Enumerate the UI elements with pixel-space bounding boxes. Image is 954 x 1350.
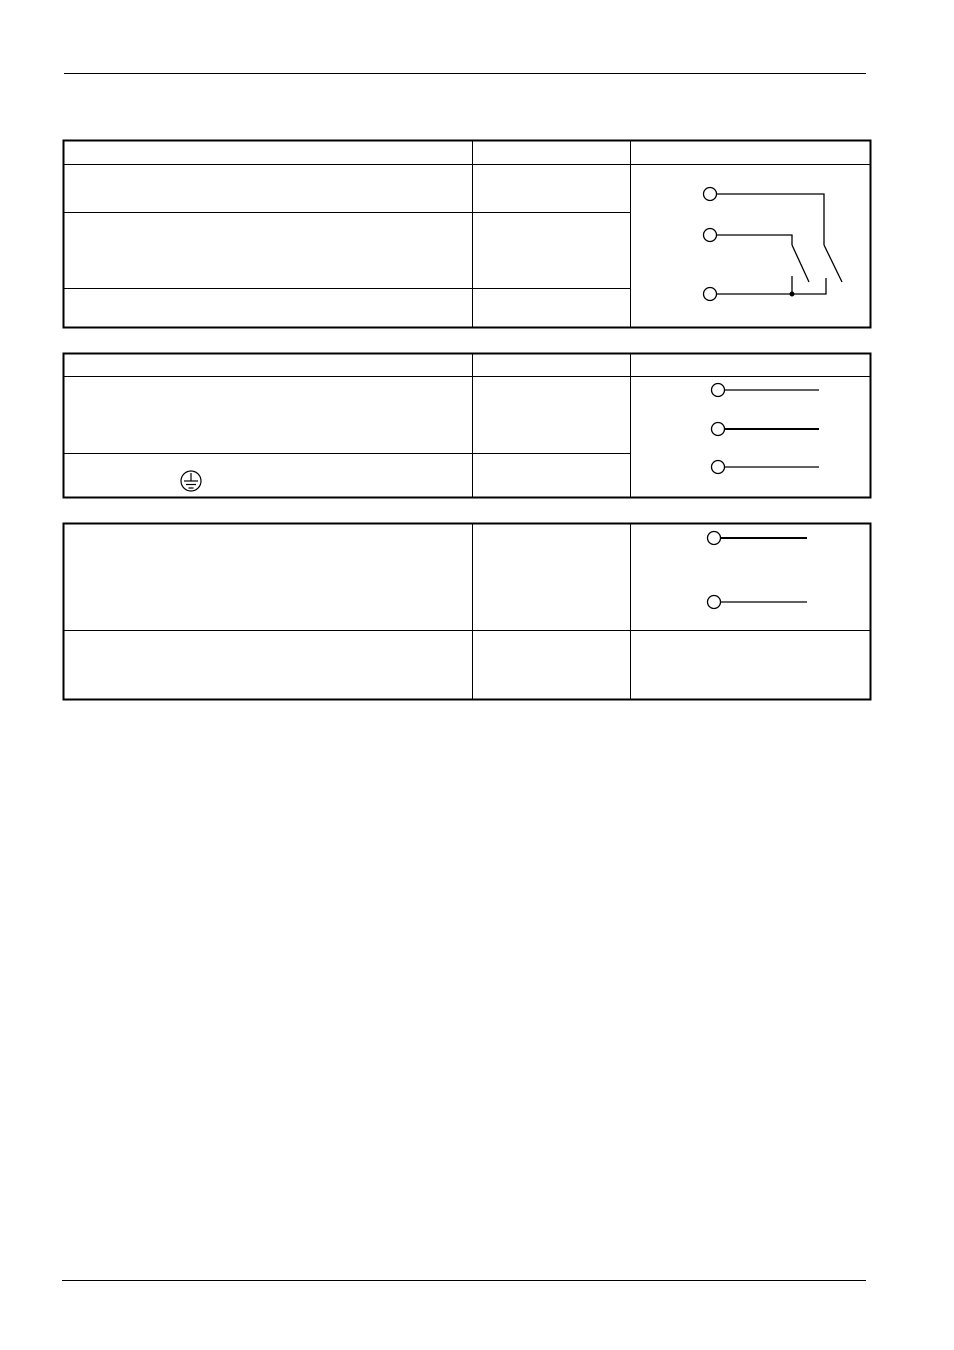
terminal-circle-3 [712,461,725,474]
common-line [717,278,827,294]
terminal-circle-3 [704,288,717,301]
changeover-relay-contacts-icon [704,188,843,301]
three-terminal-icon [712,384,820,474]
contact-switch-blade-2 [824,245,842,282]
junction-dot [790,292,795,297]
terminal-circle-2 [704,229,717,242]
terminal-circle-2 [708,596,721,609]
terminal-circle-1 [708,532,721,545]
table-3-frame [64,524,871,700]
terminal-circle-1 [704,188,717,201]
terminal-circle-1 [712,384,725,397]
contact-line-1 [717,194,825,245]
table-1-frame [64,141,871,328]
terminal-circle-2 [712,423,725,436]
contact-line-2 [717,235,793,245]
two-terminal-icon [708,532,808,609]
footer-rule [62,1280,866,1281]
power-terminals-table [63,353,871,498]
two-terminal-table [63,523,871,700]
protective-earth-icon [181,471,201,491]
contact-switch-blade-1 [792,245,809,282]
table-2-frame [64,354,871,498]
relay-contacts-table [63,140,871,328]
